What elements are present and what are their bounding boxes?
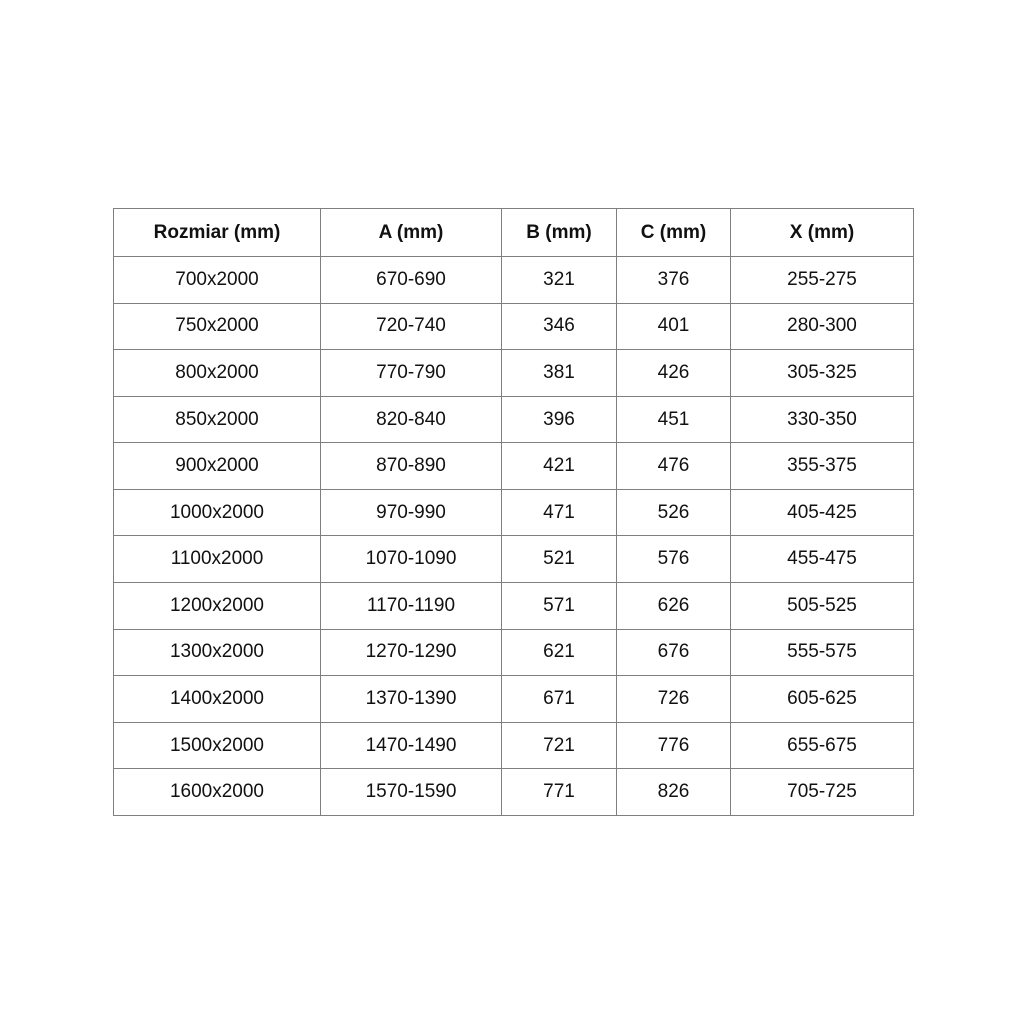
table-cell: 870-890 — [321, 443, 502, 490]
table-cell: 626 — [617, 583, 731, 630]
table-cell: 770-790 — [321, 350, 502, 397]
column-header-c: C (mm) — [617, 209, 731, 257]
size-table-container — [113, 208, 913, 816]
table-row — [114, 676, 914, 723]
column-header-rozmiar: Rozmiar (mm) — [114, 209, 321, 257]
table-cell: 471 — [502, 489, 617, 536]
table-header-row — [114, 209, 914, 257]
table-cell: 1070-1090 — [321, 536, 502, 583]
table-cell: 1470-1490 — [321, 722, 502, 769]
table-cell: 771 — [502, 769, 617, 816]
table-cell: 726 — [617, 676, 731, 723]
table-cell: 1500x2000 — [114, 722, 321, 769]
table-cell: 1570-1590 — [321, 769, 502, 816]
table-cell: 1600x2000 — [114, 769, 321, 816]
table-row — [114, 489, 914, 536]
table-cell: 526 — [617, 489, 731, 536]
table-cell: 850x2000 — [114, 396, 321, 443]
table-cell: 720-740 — [321, 303, 502, 350]
table-cell: 671 — [502, 676, 617, 723]
table-row — [114, 583, 914, 630]
table-cell: 705-725 — [731, 769, 914, 816]
table-cell: 451 — [617, 396, 731, 443]
table-cell: 970-990 — [321, 489, 502, 536]
table-cell: 401 — [617, 303, 731, 350]
table-cell: 426 — [617, 350, 731, 397]
column-header-a: A (mm) — [321, 209, 502, 257]
column-header-b: B (mm) — [502, 209, 617, 257]
table-cell: 776 — [617, 722, 731, 769]
table-cell: 555-575 — [731, 629, 914, 676]
table-row — [114, 722, 914, 769]
table-cell: 700x2000 — [114, 257, 321, 304]
table-row — [114, 257, 914, 304]
table-cell: 750x2000 — [114, 303, 321, 350]
table-cell: 1400x2000 — [114, 676, 321, 723]
table-cell: 676 — [617, 629, 731, 676]
table-cell: 655-675 — [731, 722, 914, 769]
table-cell: 621 — [502, 629, 617, 676]
table-row — [114, 303, 914, 350]
table-cell: 505-525 — [731, 583, 914, 630]
table-row — [114, 536, 914, 583]
table-cell: 670-690 — [321, 257, 502, 304]
dimensions-table — [113, 208, 914, 816]
table-cell: 1370-1390 — [321, 676, 502, 723]
table-cell: 455-475 — [731, 536, 914, 583]
table-cell: 421 — [502, 443, 617, 490]
table-cell: 405-425 — [731, 489, 914, 536]
table-cell: 396 — [502, 396, 617, 443]
table-row — [114, 443, 914, 490]
table-cell: 476 — [617, 443, 731, 490]
table-cell: 355-375 — [731, 443, 914, 490]
table-cell: 376 — [617, 257, 731, 304]
table-cell: 346 — [502, 303, 617, 350]
table-cell: 571 — [502, 583, 617, 630]
table-row — [114, 769, 914, 816]
table-cell: 1200x2000 — [114, 583, 321, 630]
column-header-x: X (mm) — [731, 209, 914, 257]
table-cell: 576 — [617, 536, 731, 583]
table-cell: 721 — [502, 722, 617, 769]
table-cell: 280-300 — [731, 303, 914, 350]
table-cell: 521 — [502, 536, 617, 583]
table-cell: 1100x2000 — [114, 536, 321, 583]
table-cell: 381 — [502, 350, 617, 397]
table-cell: 255-275 — [731, 257, 914, 304]
table-row — [114, 629, 914, 676]
table-cell: 900x2000 — [114, 443, 321, 490]
table-cell: 820-840 — [321, 396, 502, 443]
table-cell: 305-325 — [731, 350, 914, 397]
table-cell: 330-350 — [731, 396, 914, 443]
table-cell: 1000x2000 — [114, 489, 321, 536]
table-cell: 1270-1290 — [321, 629, 502, 676]
table-cell: 605-625 — [731, 676, 914, 723]
table-row — [114, 350, 914, 397]
table-cell: 1170-1190 — [321, 583, 502, 630]
table-cell: 800x2000 — [114, 350, 321, 397]
table-cell: 826 — [617, 769, 731, 816]
table-cell: 1300x2000 — [114, 629, 321, 676]
table-cell: 321 — [502, 257, 617, 304]
table-row — [114, 396, 914, 443]
